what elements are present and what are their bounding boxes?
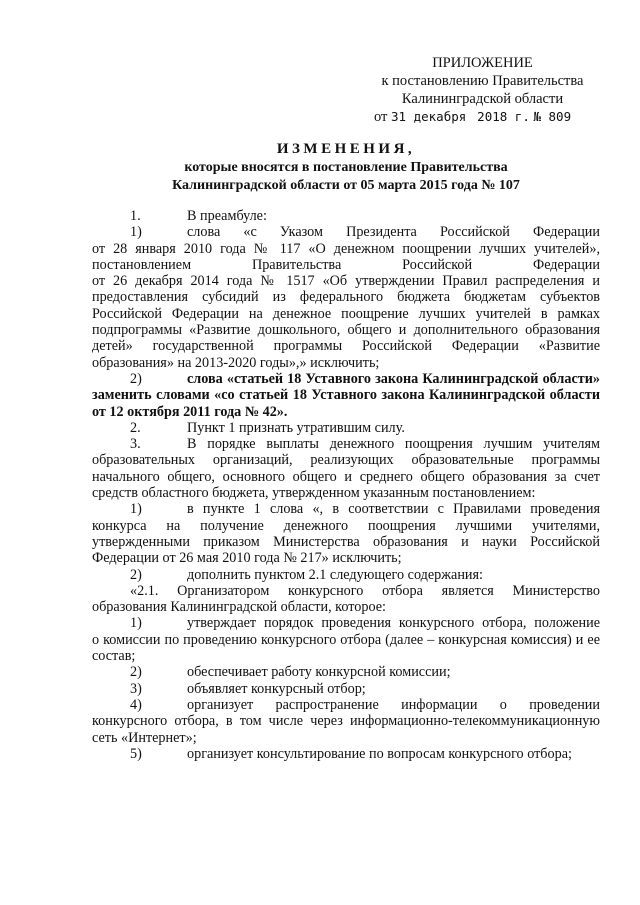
item-1-1-text: слова «с Указом Президента Российской Федерации: [187, 224, 600, 241]
subitem-2-text: обеспечивает работу конкурсной комиссии;: [187, 664, 451, 681]
item-3-2-number: 2): [130, 566, 142, 583]
subitem-5-text: организует консультирование по вопросам конкурсного отбора;: [187, 745, 572, 762]
item-3-number: 3.: [130, 436, 141, 453]
annex-line-2: Калининградской области: [401, 91, 564, 107]
item-1-1-line-3: постановлением Правительства Российской Федерации: [92, 256, 600, 273]
annex-header: [360, 54, 605, 126]
item-1: [92, 208, 600, 224]
item-1-1-line-2: от 28 января 2010 года № 117 «О денежном поощрении лучших учителей»,: [92, 240, 600, 257]
item-1-2: [92, 371, 600, 387]
subitem-5-number: 5): [130, 745, 142, 762]
annex-title: ПРИЛОЖЕНИЕ: [432, 55, 533, 71]
item-1-1: [92, 224, 600, 240]
document-body: [92, 208, 600, 762]
item-3-text: В порядке выплаты денежного поощрения лучшим учителям: [187, 436, 600, 453]
subitem-4-continuation: конкурсного отбора, в том числе через информационно-телекоммуникационную сеть «Интернет»;: [92, 713, 600, 746]
paragraph-2-1: «2.1. Организатором конкурсного отбора является Министерство образования Калининградской области, которое:: [92, 582, 600, 616]
subitem-1-number: 1): [130, 615, 142, 632]
heading-title: ИЗМЕНЕНИЯ,: [276, 141, 416, 157]
subitem-1-continuation: о комиссии по проведению конкурсного отбора (далее – конкурсная комиссия) и ее состав;: [92, 631, 600, 665]
item-1-1-line-4: от 26 декабря 2014 года № 1517 «Об утверждении Правил распределения и предоставления субсидий из федерального бюджета бюджетам субъектов Российской Федерации на денежное поощрение лучших учителей в рамках подпрограммы «Развитие дошкольного, общего и дополнительного образования детей» государственной программы Российской Федерации «Развитие образования» на 2013-2020 годы»,» исключить;: [92, 273, 600, 371]
subitem-3: [92, 681, 600, 697]
annex-number: № 809: [533, 109, 572, 124]
subitem-3-number: 3): [130, 680, 142, 697]
item-1-2-number: 2): [130, 370, 142, 387]
subitem-4-text: организует распространение информации о проведении: [187, 696, 600, 713]
item-1-1-number: 1): [130, 224, 142, 241]
heading-subtitle-2: Калининградской области от 05 марта 2015 года № 107: [172, 178, 520, 193]
heading-subtitle-1: которые вносятся в постановление Правительства: [184, 160, 508, 175]
item-3-2-text: дополнить пунктом 2.1 следующего содержания:: [187, 566, 483, 583]
annex-date-day-month: 31 декабря: [391, 109, 467, 124]
item-3-2: [92, 567, 600, 583]
item-1-2-continuation: заменить словами «со статьей 18 Уставного закона Калининградской области от 12 октября 2011 года № 42».: [92, 387, 600, 420]
item-3-continuation: образовательных организаций, реализующих образовательные программы начального общего, основного общего и среднего общего образования за счет средств областного бюджета, утвержденном указанным постановлением:: [92, 452, 600, 502]
annex-line-1: к постановлению Правительства: [381, 73, 584, 89]
subitem-5: [92, 746, 600, 762]
item-3-1-continuation: конкурса на получение денежного поощрения лучшими учителями, утвержденными приказом Министерства образования и науки Российской Федерации от 26 мая 2010 года № 217» исключить;: [92, 517, 600, 567]
item-2: [92, 420, 600, 436]
subitem-1: [92, 615, 600, 631]
annex-date-line: [360, 108, 605, 126]
subitem-4-number: 4): [130, 696, 142, 713]
item-3-1-text: в пункте 1 слова «, в соответствии с Правилами проведения: [187, 501, 600, 518]
item-3: [92, 436, 600, 452]
subitem-2-number: 2): [130, 664, 142, 681]
item-3-1-number: 1): [130, 501, 142, 518]
item-2-text: Пункт 1 признать утратившим силу.: [187, 419, 405, 436]
annex-date-prefix: от: [374, 109, 388, 125]
subitem-1-text: утверждает порядок проведения конкурсного отбора, положение: [187, 615, 600, 632]
document-heading: [90, 140, 602, 195]
item-2-number: 2.: [130, 419, 141, 436]
subitem-3-text: объявляет конкурсный отбор;: [187, 680, 366, 697]
item-1-text: В преамбуле:: [187, 208, 267, 224]
item-1-number: 1.: [130, 208, 141, 224]
annex-date-year: 2018 г.: [477, 109, 530, 124]
item-1-2-text: слова «статьей 18 Уставного закона Калининградской области»: [187, 370, 600, 387]
subitem-2: [92, 664, 600, 680]
item-3-1: [92, 501, 600, 517]
subitem-4: [92, 697, 600, 713]
